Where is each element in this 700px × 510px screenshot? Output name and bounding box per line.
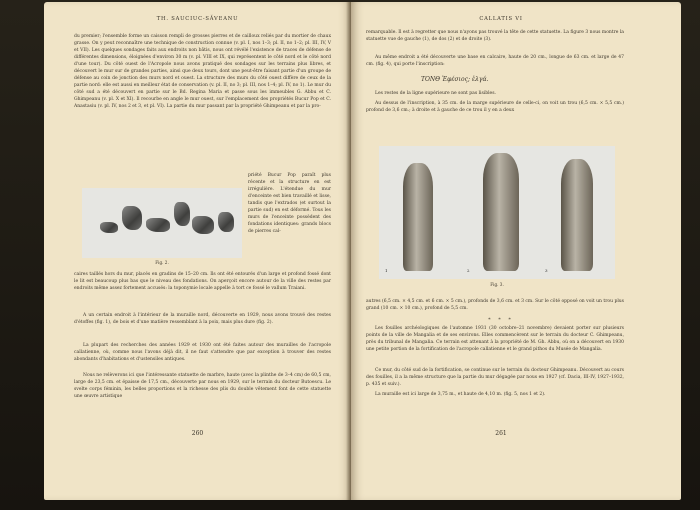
left-para-1: A un certain endroit à l'intérieur de la muraille nord, découverte en 1929, nous avons trouvé des restes d'étoffes (fig. 1), de bois et d'une matière ressemblant à la poix, mais plus dure (fig. 2). (74, 313, 331, 326)
running-header-left: TH. SAUCIUC-SĂVEANU (156, 16, 239, 22)
left-page (44, 2, 351, 500)
statuette-right-view (561, 159, 593, 271)
right-page (351, 2, 681, 500)
section-separator: * * * (488, 317, 514, 323)
right-para-4: Au dessus de l'inscription, à 35 cm. de la marge supérieure de celle-ci, on voit un trou (6,5 cm. × 5,5 cm.) profond de 3,6 cm.; à droite et à gauche de ce trou il y en a deux (366, 101, 624, 114)
left-para-3: Nous ne relèverons ici que l'intéressante statuette de marbre, haute (avec la plinthe de 3–4 cm) de 60,5 cm, large de 23,5 cm. et épaisse de 17,5 cm., découverte par nous en 1929, sur le terrain du docteur Butoescu. Le svelte corps féminin, les belles proportions et la richesse des plis du double vêtement font de cette statuette une œuvre artistique (74, 373, 331, 400)
figure-2-image (82, 188, 242, 258)
right-para-2: Au même endroit a été découverte une base en calcaire, haute de 20 cm., longue de 63 cm. et large de 47 cm. (fig. 4), qui porte l'inscription: (366, 55, 624, 68)
right-para-7: Ce mur, du côté sud de la fortification, se continue sur le terrain du docteur Ghimpeanu. Découvert au cours des fouilles, il a la même structure que la partie du mur dégagée par nous en 1927 (cf. Dacia, III-IV, 1927–1932, p. 435 et suiv.). (366, 368, 624, 388)
figure-3-caption: Fig. 3. (490, 282, 504, 287)
right-para-3: Les restes de la ligne supérieure ne sont pas lisibles. (375, 91, 496, 96)
left-para-2: La plupart des recherches des années 1929 et 1930 ont été faites autour des murailles de l'acropole callatienne, où, comme nous l'avons déjà dit, il ne faut s'attendre que par exception à trouver des restes abondants d'habitations et d'ustensiles antiques. (74, 343, 331, 363)
right-para-8: La muraille est ici large de 3,75 m., et haute de 4,10 m. (fig. 5, nos 1 et 2). (375, 392, 546, 397)
right-para-6: Les fouilles archéologiques de l'automne 1931 (30 octobre–21 novembre) devaient porter sur plusieurs points de la ville de Mangalia et de ses environs. Elles commencèrent sur le terrain du docteur C. Ghimpeanu, près du tribunal de Mangalia. Ce terrain est attenant à la propriété de M. Gh. Abbu, où on a découvert en 1930 une petite portion de la fortification de l'acropole callatienne et le grand pithos du Musée de Mangalia. (366, 326, 624, 353)
figure-2-caption: Fig. 2. (155, 260, 169, 265)
statuette-back-view (483, 153, 519, 271)
fragment (122, 206, 142, 230)
fragment (192, 216, 214, 234)
left-text-bottom: caires taillés hors du mur, placés en gradins de 15–20 cm. Ils ont été entourés d'un large et profond fossé dont le lit est beaucoup plus bas que le niveau des fondations. On aperçoit encore autour de la ville des restes par endroits même assez fortement accusés: la toponymie locale appelle à tort ce fossé le vallum Traiani. (74, 272, 331, 292)
fragment (218, 212, 234, 232)
figure-label-1: 1 (385, 268, 388, 273)
page-number-right: 261 (495, 430, 507, 437)
right-para-5: autres (6,5 cm. × 4,5 cm. et 6 cm. × 5 cm.), profonds de 3,6 cm. et 3 cm. Sur le côté opposé on voit un trou plus grand (10 cm. × 10 cm.), profond de 5,5 cm. (366, 299, 624, 312)
figure-3-image (379, 146, 615, 279)
running-header-right: CALLATIS VI (479, 16, 523, 22)
figure-label-2: 2 (467, 268, 470, 273)
inscription: ΤΟΝΘ Ἐφέσιος; ἐλγά. (421, 76, 489, 83)
page-number-left: 260 (191, 430, 204, 437)
fragment (146, 218, 170, 232)
left-text-side: priété Bucur Pop paraît plus récente et la structure en est irrégulière. L'étendue du mur d'enceinte est bien travaillé et lisse, tandis que l'extrados (et surtout la partie sud) en est déformé. Tous les murs de l'enceinte possèdent des fondations identiques: grands blocs de pierres cal- (248, 173, 331, 235)
fragment (174, 202, 190, 226)
fragment (100, 222, 118, 233)
figure-label-3: 3 (545, 268, 548, 273)
statuette-left-view (403, 163, 433, 271)
right-para-1: remarquable. Il est à regretter que nous n'ayons pas trouvé la tête de cette statuette. La figure 3 nous montre la statuette vue de gauche (1), de dos (2) et de droite (3). (366, 30, 624, 43)
left-text-top: du premier; l'ensemble forme un caisson rempli de grosses pierres et de cailloux reliés par du mortier de chaux grasse. On y peut reconnaître une technique de construction connue (v. pl. I, nos 1–3; pl. II, no 1–2; pl. III, IV, V et VII). Les quelques sondages faits aux endroits non bâtis, nous ont révélé l'existence de traces de défense de différentes dimensions, éloignées d'environ 30 m (v. pl. VIII et IX, qui représentent le côté nord et le côté nord d'une tour). Du côté ouest de l'Acropole nous avons pratiqué des sondages sur les terrains plus libres, et découvert le mur sur de grandes parties, ainsi que deux tours, dont une peut-être faisant partie d'un groupe de défense au coin de jonction des murs nord et ouest. La structure des murs du côté ouest diffère de ceux de la partie nord: elle est aussi en meilleur état de conservation (v. pl. II, no 3; pl. III, nos 1–4; pl. IV, no 1). Le mur du côté sud a été découvert en partie sur le Bd. Regina Maria et passe sous les immeubles G. Abbu et C. Ghimpeanu (v. pl. X et XI). Il recourbe en angle le mur ouest, sur l'emplacement des propriétés Bucur Pop et C. Anastasiu (v. pl. IV, nos 2 et 3, et pl. VI). La partie du mur passant par la propriété Ghimpeanu et par la pro- (74, 34, 331, 110)
